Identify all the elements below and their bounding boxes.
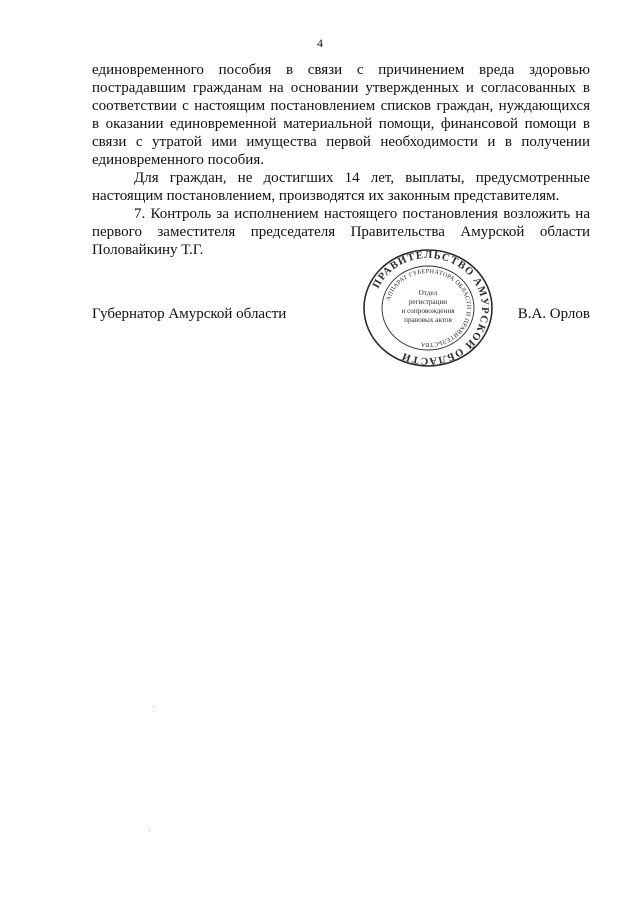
paragraph-control-clause: 7. Контроль за исполнением настоящего постановления возложить на первого заместителя председателя Правительства Амурской области Половайкину Т.Г. xyxy=(92,206,590,258)
official-seal-stamp xyxy=(358,248,498,368)
seal-inner-ring-text: АППАРАТ ГУБЕРНАТОРА ОБЛАСТИ И ПРАВИТЕЛЬСТВА xyxy=(384,267,473,349)
signatory-name: В.А. Орлов xyxy=(517,306,590,322)
document-body xyxy=(92,61,590,259)
paragraph-minors-payments: Для граждан, не достигших 14 лет, выплаты, предусмотренные настоящим постановлением, производятся их законным представителям. xyxy=(92,170,590,204)
scan-speck xyxy=(153,706,154,707)
seal-center-line-1: Отдел xyxy=(418,289,438,297)
seal-center-line-2: регистрации xyxy=(408,298,448,306)
seal-outer-text: ПРАВИТЕЛЬСТВО АМУРСКОЙ ОБЛАСТИ xyxy=(370,249,491,367)
scan-speck xyxy=(149,830,150,831)
seal-center-line-4: правовых актов xyxy=(404,316,452,324)
signatory-position: Губернатор Амурской области xyxy=(92,306,287,322)
seal-center-line-3: и сопровождения xyxy=(401,307,455,315)
page-number: 4 xyxy=(317,36,323,50)
paragraph-benefit-lists: единовременного пособия в связи с причинением вреда здоровью пострадавшим гражданам на основании утвержденных и согласованных в соответствии с настоящим постановлением списков граждан, нуждающихся в оказании единовременной материальной помощи, финансовой помощи в связи с утратой ими имущества первой необходимости и в получении единовременного пособия. xyxy=(92,62,590,168)
